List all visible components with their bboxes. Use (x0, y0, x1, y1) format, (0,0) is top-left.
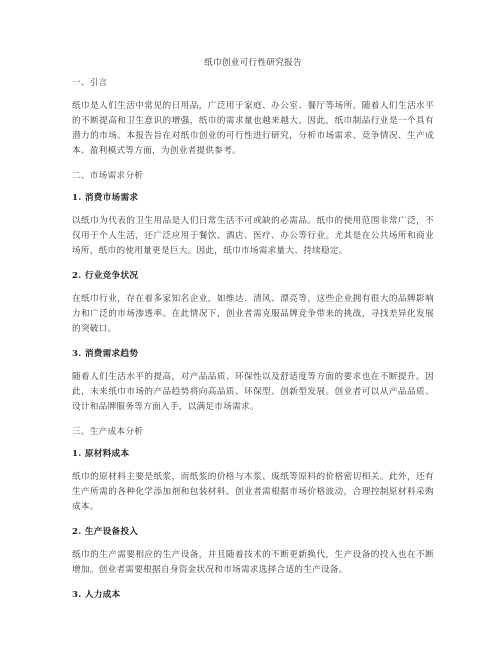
raw-material-cost-paragraph: 纸巾的原材料主要是纸浆，而纸浆的价格与木浆、废纸等原料的价格密切相关。此外，还有生产所需的各种化学添加剂和包装材料。创业者需根据市场价格波动，合理控制原材料采购成本。 (72, 472, 434, 512)
subsection-heading-consumer-demand: 1. 消费市场需求 (72, 193, 139, 203)
document-page (72, 57, 434, 601)
demand-trend-paragraph: 随着人们生活水平的提高，对产品品质、环保性以及舒适度等方面的要求也在不断提升。因此，未来纸巾市场的产品趋势将向高品质、环保型、创新型发展。创业者可以从产品品质、设计和品牌服务等方面入手，以满足市场需求。 (72, 372, 434, 412)
subsection-heading-demand-trend: 3. 消费需求趋势 (72, 349, 139, 359)
introduction-paragraph: 纸巾是人们生活中常见的日用品，广泛用于家庭、办公室、餐厅等场所。随着人们生活水平的不断提高和卫生意识的增强，纸巾的需求量也越来越大。因此，纸巾制品行业是一个具有潜力的市场。本报告旨在对纸巾创业的可行性进行研究，分析市场需求、竞争情况、生产成本、盈利模式等方面，为创业者提供参考。 (72, 101, 434, 156)
section-heading-market-demand: 二、市场需求分析 (72, 171, 144, 181)
section-heading-production-cost: 三、生产成本分析 (72, 427, 144, 437)
subsection-heading-equipment-investment: 2. 生产设备投入 (72, 527, 139, 537)
document-title: 纸巾创业可行性研究报告 (204, 58, 302, 68)
competition-paragraph: 在纸巾行业，存在着多家知名企业，如维达、清风、漂亮等，这些企业拥有很大的品牌影响力和广泛的市场渗透率。在此情况下，创业者需克服品牌竞争带来的挑战，寻找差异化发展的突破口。 (72, 294, 434, 334)
subsection-heading-competition: 2. 行业竞争状况 (72, 271, 139, 281)
subsection-heading-labor-cost: 3. 人力成本 (72, 590, 121, 600)
equipment-investment-paragraph: 纸巾的生产需要相应的生产设备，并且随着技术的不断更新换代，生产设备的投入也在不断增加。创业者需要根据自身资金状况和市场需求选择合适的生产设备。 (72, 550, 434, 575)
section-heading-introduction: 一、引言 (72, 78, 108, 88)
consumer-demand-paragraph: 以纸巾为代表的卫生用品是人们日常生活不可或缺的必需品。纸巾的使用范围非常广泛，不仅用于个人生活，还广泛应用于餐饮、酒店、医疗、办公等行业。尤其是在公共场所和商业场所，纸巾的使用量更是巨大。因此，纸巾市场需求量大、持续稳定。 (72, 216, 434, 256)
subsection-heading-raw-material-cost: 1. 原材料成本 (72, 449, 130, 459)
